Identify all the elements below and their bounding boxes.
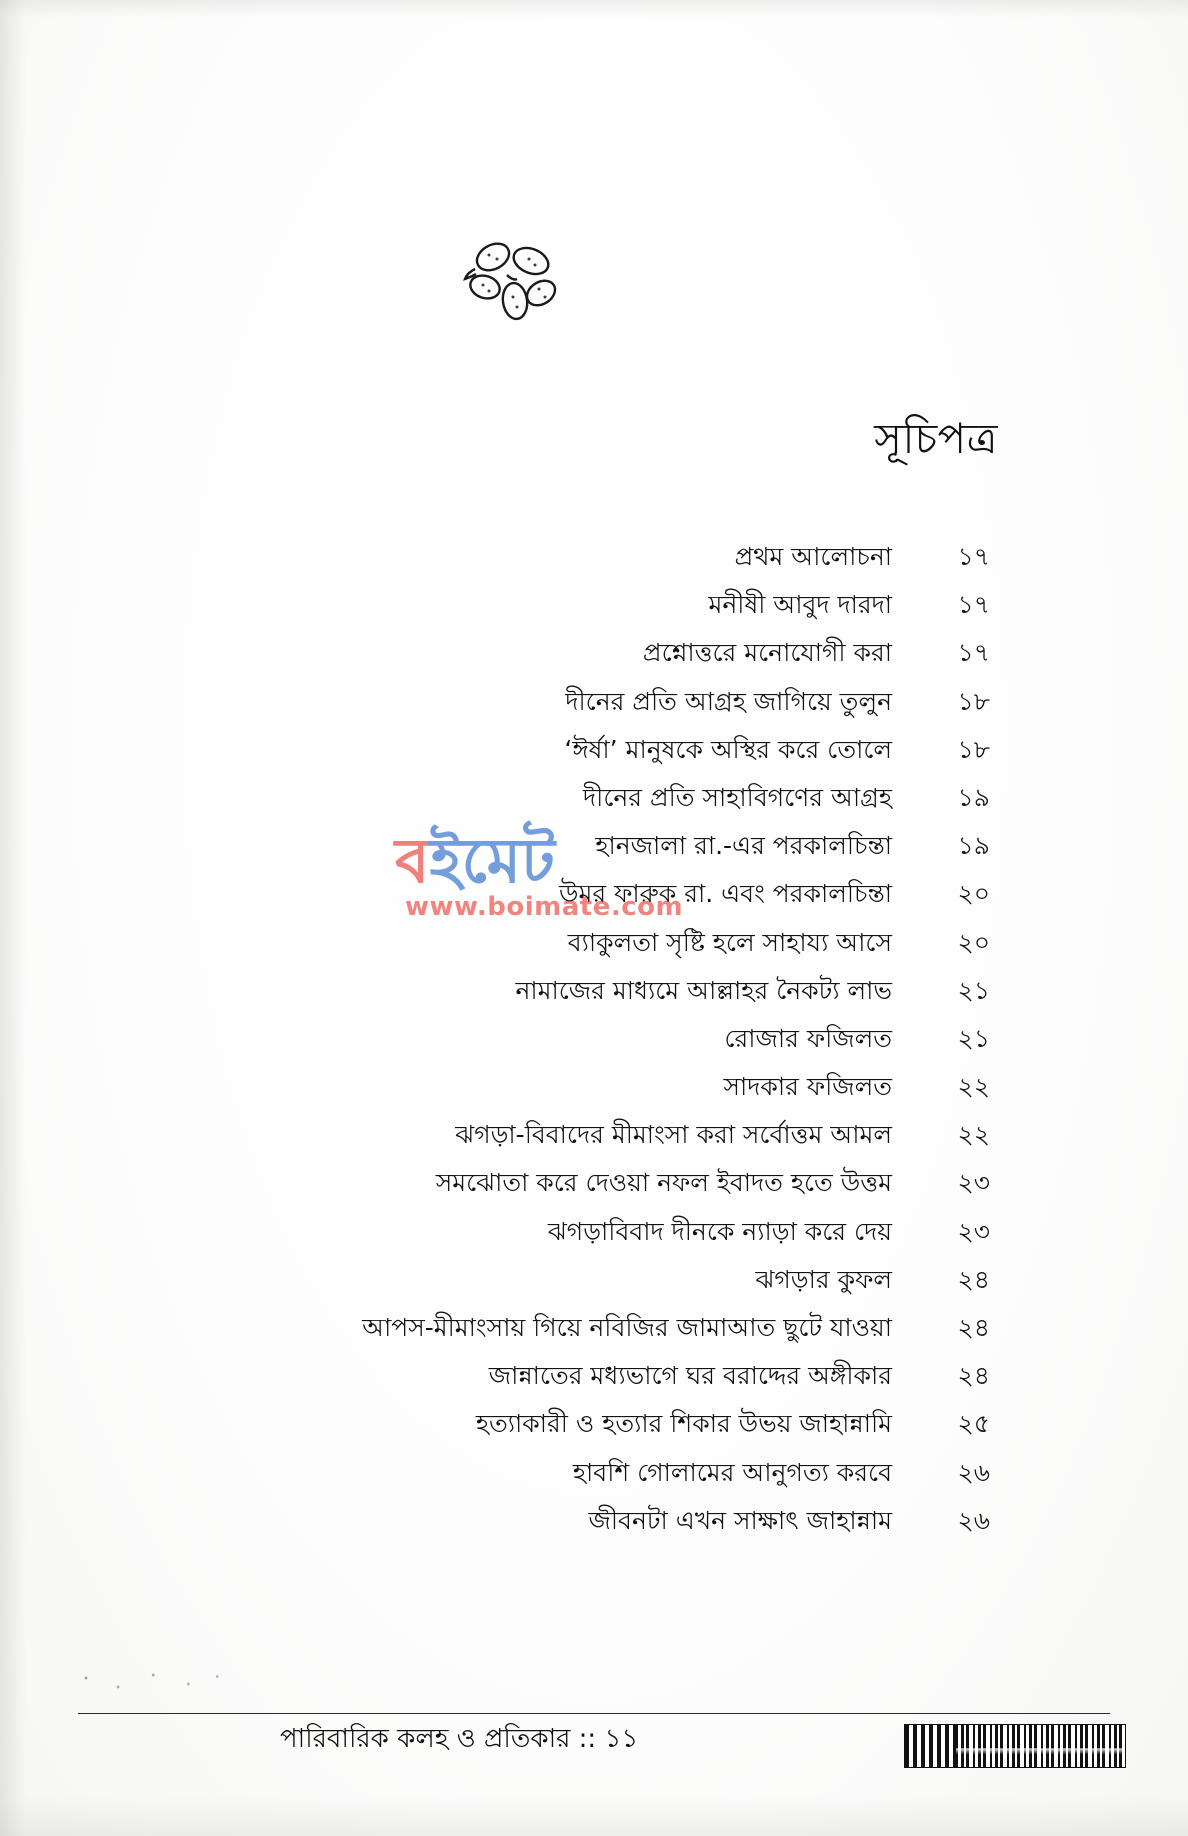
scan-edge-bottom	[0, 1796, 1188, 1836]
watermark-brand-first: ব	[395, 824, 430, 897]
toc-entry-page: ১৭	[957, 542, 990, 571]
watermark-url: www.boimate.com	[405, 892, 684, 922]
toc-entry-title: ‘ঈর্ষা’ মানুষকে অস্থির করে তোলে	[564, 734, 892, 764]
list-item[interactable]	[110, 974, 990, 1008]
toc-entry-page: ১৮	[957, 734, 990, 764]
toc-entry-page: ২০	[957, 927, 990, 957]
toc-entry-title: মনীষী আবুদ দারদা	[708, 590, 892, 620]
list-item[interactable]	[110, 1359, 990, 1393]
list-item[interactable]	[110, 829, 990, 863]
barcode-left-bars	[904, 1724, 956, 1768]
toc-entry-page: ১৮	[957, 686, 990, 716]
list-item[interactable]	[110, 1166, 990, 1200]
toc-entry-title: হানজালা রা.-এর পরকালচিন্তা	[595, 831, 892, 861]
toc-entry-page: ১৭	[957, 590, 990, 620]
toc-entry-title: হত্যাকারী ও হত্যার শিকার উভয় জাহান্নামি	[475, 1409, 892, 1439]
toc-entry-page: ২২	[957, 1072, 990, 1102]
footer-divider	[78, 1713, 1110, 1714]
toc-entry-page: ২২	[957, 1120, 990, 1150]
list-item[interactable]	[110, 733, 990, 767]
toc-entry-title: প্রশ্নোত্তরে মনোযোগী করা	[642, 638, 892, 668]
toc-entry-title: উমর ফারুক রা. এবং পরকালচিন্তা	[559, 879, 892, 909]
footer-page-label: পারিবারিক কলহ ও প্রতিকার :: ১১	[280, 1724, 639, 1754]
list-item[interactable]	[110, 1456, 990, 1490]
toc-entry-title: ঝগড়া-বিবাদের মীমাংসা করা সর্বোত্তম আমল	[455, 1120, 892, 1150]
toc-entry-page: ২০	[957, 879, 990, 909]
toc-entry-title: নামাজের মাধ্যমে আল্লাহর নৈকট্য লাভ	[515, 975, 892, 1005]
watermark-brand-rest: ইমেট	[429, 824, 555, 897]
toc-entry-title: জীবনটা এখন সাক্ষাৎ জাহান্নাম	[588, 1505, 892, 1535]
toc-entry-page: ২৩	[957, 1216, 990, 1246]
toc-entry-page: ১৯	[957, 831, 990, 861]
page-title: সূচিপত্র	[874, 414, 998, 463]
toc-entry-title: প্রথম আলোচনা	[734, 542, 892, 571]
scan-speckles	[70, 1666, 230, 1696]
scan-edge-left	[0, 0, 26, 1836]
toc-entry-title: ঝগড়ার কুফল	[755, 1264, 892, 1294]
list-item[interactable]	[110, 1504, 990, 1538]
list-item[interactable]	[110, 1215, 990, 1249]
list-item[interactable]	[110, 1118, 990, 1152]
list-item[interactable]	[110, 685, 990, 719]
list-item[interactable]	[110, 588, 990, 622]
toc-entry-title: সমঝোতা করে দেওয়া নফল ইবাদত হতে উত্তম	[435, 1168, 892, 1198]
list-item[interactable]	[110, 877, 990, 911]
table-of-contents	[110, 540, 990, 1552]
toc-entry-page: ১৭	[957, 638, 990, 668]
toc-entry-title: ঝগড়াবিবাদ দীনকে ন্যাড়া করে দেয়	[547, 1216, 892, 1246]
toc-entry-page: ২১	[957, 1023, 990, 1053]
toc-entry-title: ব্যাকুলতা সৃষ্টি হলে সাহায্য আসে	[567, 927, 892, 957]
toc-entry-page: ১৯	[957, 782, 990, 812]
toc-entry-page: ২৪	[957, 1264, 990, 1294]
flower-ornament-icon	[455, 225, 575, 345]
list-item[interactable]	[110, 1022, 990, 1056]
toc-entry-title: জান্নাতের মধ্যভাগে ঘর বরাদ্দের অঙ্গীকার	[488, 1361, 892, 1391]
toc-entry-page: ২১	[957, 975, 990, 1005]
toc-entry-title: দীনের প্রতি আগ্রহ জাগিয়ে তুলুন	[565, 686, 892, 716]
list-item[interactable]	[110, 1407, 990, 1441]
toc-entry-page: ২৬	[957, 1457, 990, 1487]
scan-edge-top	[0, 0, 1188, 18]
barcode-icon	[904, 1724, 1126, 1768]
list-item[interactable]	[110, 1311, 990, 1345]
list-item[interactable]	[110, 636, 990, 670]
list-item[interactable]	[110, 926, 990, 960]
list-item[interactable]	[110, 540, 990, 574]
toc-entry-title: দীনের প্রতি সাহাবিগণের আগ্রহ	[583, 782, 892, 812]
toc-entry-page: ২৩	[957, 1168, 990, 1198]
toc-entry-title: সাদকার ফজিলত	[723, 1072, 892, 1102]
list-item[interactable]	[110, 1070, 990, 1104]
toc-entry-title: রোজার ফজিলত	[724, 1023, 892, 1053]
toc-entry-page: ২৪	[957, 1361, 990, 1391]
toc-entry-page: ২৫	[957, 1409, 990, 1439]
toc-entry-title: আপস-মীমাংসায় গিয়ে নবিজির জামাআত ছুটে যাওয়া	[362, 1313, 892, 1342]
list-item[interactable]	[110, 781, 990, 815]
list-item[interactable]	[110, 1263, 990, 1297]
toc-entry-page: ২৪	[957, 1313, 990, 1342]
toc-entry-title: হাবশি গোলামের আনুগত্য করবে	[572, 1457, 892, 1487]
barcode-right-bars	[956, 1724, 1126, 1768]
toc-entry-page: ২৬	[957, 1505, 990, 1535]
